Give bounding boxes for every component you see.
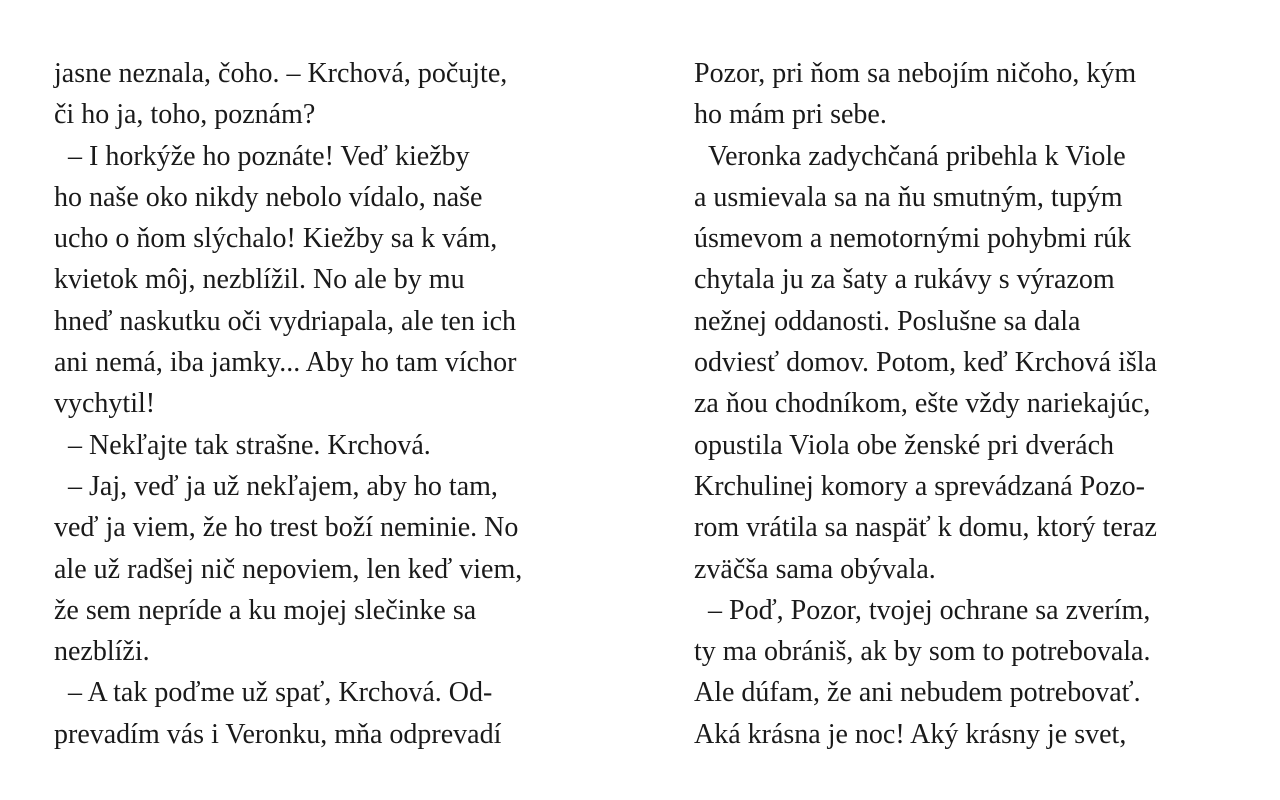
- text-line: Pozor, pri ňom sa nebojím ničoho, kým: [694, 58, 1137, 89]
- text-line: ale už radšej nič nepoviem, len keď viem,: [54, 553, 523, 585]
- text-line: – I horkýže ho poznáte! Veď kiežby: [54, 140, 470, 172]
- text-line: Veronka zadychčaná pribehla k Viole: [694, 140, 1126, 172]
- text-line: Krchulinej komory a sprevádzaná Pozo-: [694, 470, 1145, 502]
- text-line: úsmevom a nemotornými pohybmi rúk: [694, 223, 1132, 255]
- text-line: hneď naskutku oči vydriapala, ale ten ich: [54, 305, 517, 337]
- text-line: či ho ja, toho, poznám?: [54, 99, 316, 131]
- text-line: za ňou chodníkom, ešte vždy nariekajúc,: [694, 388, 1151, 420]
- text-line: vychytil!: [54, 388, 156, 420]
- text-line: odviesť domov. Potom, keď Krchová išla: [694, 347, 1157, 379]
- left-page: [54, 53, 614, 755]
- text-line: prevadím vás i Veronku, mňa odprevadí: [54, 718, 502, 750]
- text-line: veď ja viem, že ho trest boží neminie. No: [54, 512, 519, 544]
- text-line: – Jaj, veď ja už nekľajem, aby ho tam,: [54, 470, 498, 502]
- text-line: a usmievala sa na ňu smutným, tupým: [694, 181, 1123, 213]
- text-line: – Poď, Pozor, tvojej ochrane sa zverím,: [694, 594, 1151, 626]
- text-line: ani nemá, iba jamky... Aby ho tam víchor: [54, 347, 517, 379]
- right-page: [694, 53, 1254, 755]
- text-line: opustila Viola obe ženské pri dverách: [694, 429, 1114, 461]
- text-line: nezblíži.: [54, 636, 150, 668]
- text-line: Aká krásna je noc! Aký krásny je svet,: [694, 718, 1127, 750]
- text-line: kvietok môj, nezblížil. No ale by mu: [54, 264, 465, 296]
- text-line: nežnej oddanosti. Poslušne sa dala: [694, 305, 1081, 337]
- text-line: ty ma obrániš, ak by som to potrebovala.: [694, 636, 1151, 668]
- text-line: zväčša sama obývala.: [694, 553, 936, 585]
- text-line: chytala ju za šaty a rukávy s výrazom: [694, 264, 1115, 296]
- text-line: rom vrátila sa naspäť k domu, ktorý teraz: [694, 512, 1157, 544]
- text-line: že sem nepríde a ku mojej slečinke sa: [54, 594, 477, 626]
- text-line: ho mám pri sebe.: [694, 99, 887, 131]
- text-line: – A tak poďme už spať, Krchová. Od-: [54, 677, 493, 709]
- text-line: ucho o ňom slýchalo! Kiežby sa k vám,: [54, 223, 498, 255]
- text-line: ho naše oko nikdy nebolo vídalo, naše: [54, 181, 483, 213]
- text-line: – Nekľajte tak strašne. Krchová.: [54, 429, 431, 461]
- text-line: Ale dúfam, že ani nebudem potrebovať.: [694, 677, 1141, 709]
- text-line: jasne neznala, čoho. – Krchová, počujte,: [54, 58, 508, 89]
